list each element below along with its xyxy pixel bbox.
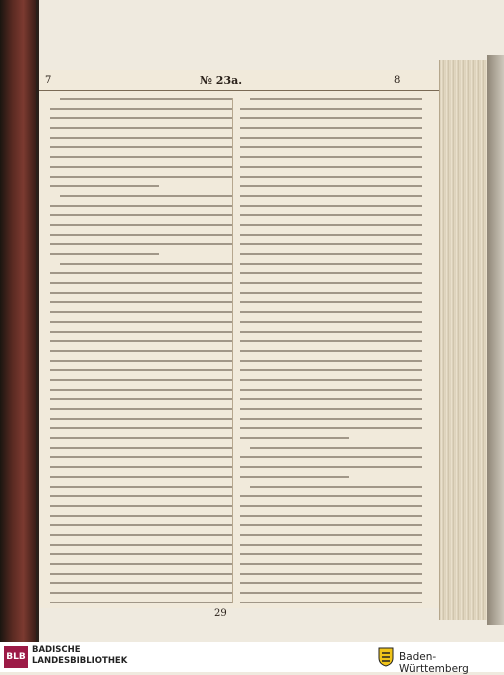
text-line: [240, 602, 422, 603]
text-line: [50, 224, 232, 226]
text-line: [240, 592, 422, 594]
text-line: [240, 137, 422, 139]
text-line: [50, 127, 232, 129]
text-line: [50, 185, 159, 187]
text-line: [240, 243, 422, 245]
header-rule: [39, 90, 439, 91]
text-line: [240, 563, 422, 565]
text-line: [50, 253, 159, 255]
book-shadow: [487, 55, 504, 625]
text-line: [240, 369, 422, 371]
text-line: [240, 427, 422, 429]
left-page-number: 7: [45, 75, 52, 86]
text-line: [50, 108, 232, 110]
text-line: [240, 544, 422, 546]
text-line: [240, 117, 422, 119]
blb-logo-icon: BLB: [4, 646, 28, 668]
text-line: [240, 573, 422, 575]
text-line: [240, 456, 422, 458]
text-line: [240, 466, 422, 468]
text-line: [50, 602, 232, 603]
text-line: [240, 379, 422, 381]
text-line: [240, 553, 422, 555]
text-line: [50, 582, 232, 584]
text-line: [50, 408, 232, 410]
text-line: [50, 553, 232, 555]
column-divider: [232, 98, 233, 603]
text-line: [240, 408, 422, 410]
text-line: [240, 108, 422, 110]
text-line: [240, 214, 422, 216]
library-name-line2: LANDESBIBLIOTHEK: [32, 656, 128, 666]
text-line: [50, 573, 232, 575]
text-line: [50, 311, 232, 313]
state-name: Baden-Württemberg: [399, 651, 469, 675]
text-line: [240, 389, 422, 391]
text-line: [50, 447, 232, 449]
library-name-line1: BADISCHE: [32, 645, 81, 655]
text-line: [50, 156, 232, 158]
text-line: [240, 437, 349, 439]
text-line: [50, 292, 232, 294]
text-line: [240, 398, 422, 400]
text-column-left: [50, 98, 232, 603]
text-line: [50, 592, 232, 594]
page-edges: [439, 60, 488, 620]
text-line: [240, 156, 422, 158]
text-line: [240, 176, 422, 178]
text-line: [240, 331, 422, 333]
text-line: [60, 98, 232, 100]
text-line: [50, 486, 232, 488]
text-line: [240, 418, 422, 420]
text-line: [50, 369, 232, 371]
text-column-right: [240, 98, 422, 603]
text-line: [240, 534, 422, 536]
text-line: [240, 146, 422, 148]
text-line: [50, 282, 232, 284]
text-line: [240, 582, 422, 584]
text-line: [50, 495, 232, 497]
text-line: [240, 282, 422, 284]
text-line: [50, 456, 232, 458]
right-page-number: 8: [394, 75, 401, 86]
text-line: [50, 505, 232, 507]
text-line: [240, 321, 422, 323]
text-line: [250, 486, 422, 488]
text-line: [240, 234, 422, 236]
text-line: [50, 272, 232, 274]
text-line: [50, 515, 232, 517]
text-line: [240, 311, 422, 313]
text-line: [50, 418, 232, 420]
text-line: [50, 534, 232, 536]
text-line: [50, 437, 232, 439]
text-line: [60, 263, 232, 265]
text-line: [50, 389, 232, 391]
text-line: [50, 427, 232, 429]
text-line: [50, 379, 232, 381]
text-line: [240, 263, 422, 265]
text-line: [50, 146, 232, 148]
text-line: [50, 214, 232, 216]
text-line: [50, 137, 232, 139]
text-line: [60, 195, 232, 197]
text-line: [250, 98, 422, 100]
text-line: [50, 563, 232, 565]
book-binding: [0, 0, 36, 642]
text-line: [50, 243, 232, 245]
text-line: [240, 301, 422, 303]
library-name: [32, 645, 127, 667]
text-line: [240, 272, 422, 274]
text-line: [50, 350, 232, 352]
text-line: [50, 321, 232, 323]
text-line: [240, 205, 422, 207]
text-line: [240, 127, 422, 129]
text-line: [240, 166, 422, 168]
text-line: [50, 331, 232, 333]
text-line: [240, 360, 422, 362]
page-number: 29: [214, 608, 227, 619]
text-line: [50, 205, 232, 207]
text-line: [240, 292, 422, 294]
text-line: [50, 117, 232, 119]
text-line: [50, 360, 232, 362]
issue-number: № 23a.: [200, 74, 243, 87]
text-line: [240, 495, 422, 497]
text-line: [50, 166, 232, 168]
text-line: [50, 340, 232, 342]
text-line: [50, 301, 232, 303]
text-line: [50, 476, 232, 478]
text-line: [50, 176, 232, 178]
text-line: [240, 505, 422, 507]
text-line: [50, 544, 232, 546]
text-line: [240, 253, 422, 255]
text-line: [50, 466, 232, 468]
text-line: [240, 476, 349, 478]
text-line: [240, 524, 422, 526]
text-line: [50, 524, 232, 526]
text-line: [240, 340, 422, 342]
text-line: [50, 234, 232, 236]
text-line: [240, 515, 422, 517]
text-line: [240, 185, 422, 187]
text-line: [50, 398, 232, 400]
text-line: [250, 447, 422, 449]
text-line: [240, 195, 422, 197]
text-line: [240, 350, 422, 352]
baden-wuerttemberg-crest-icon: [378, 647, 394, 667]
text-line: [240, 224, 422, 226]
